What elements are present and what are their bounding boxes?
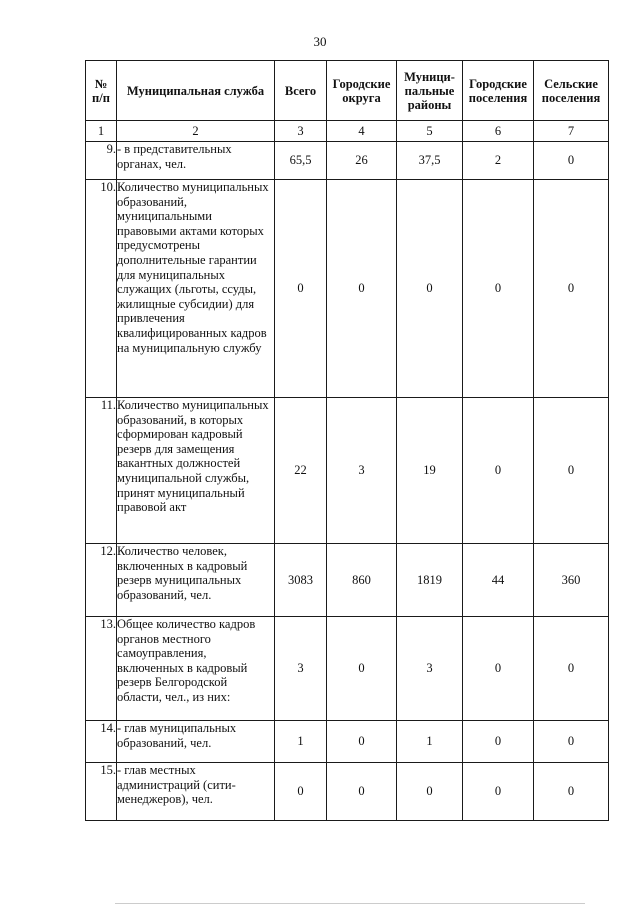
header-rural-settlements: Сельские поселения bbox=[534, 61, 609, 121]
municipal-districts-value: 1 bbox=[397, 721, 463, 763]
page-number: 30 bbox=[313, 34, 327, 49]
urban-settlements-value: 0 bbox=[463, 763, 534, 821]
rural-settlements-value: 360 bbox=[534, 544, 609, 617]
column-number: 5 bbox=[397, 121, 463, 142]
table-row bbox=[86, 763, 609, 821]
city-districts-value: 26 bbox=[327, 142, 397, 180]
row-description: Количество муниципальных образований, в которых сформирован кадровый резерв для замещения вакантных должностей муниципальной службы, принят муниципальный правовой акт bbox=[117, 398, 275, 544]
column-number: 1 bbox=[86, 121, 117, 142]
header-total: Всего bbox=[275, 61, 327, 121]
city-districts-value: 0 bbox=[327, 763, 397, 821]
city-districts-value: 860 bbox=[327, 544, 397, 617]
municipal-districts-value: 3 bbox=[397, 617, 463, 721]
column-number: 3 bbox=[275, 121, 327, 142]
municipal-districts-value: 0 bbox=[397, 180, 463, 398]
header-row bbox=[86, 61, 609, 121]
total-value: 65,5 bbox=[275, 142, 327, 180]
urban-settlements-value: 0 bbox=[463, 721, 534, 763]
table-row bbox=[86, 721, 609, 763]
rural-settlements-value: 0 bbox=[534, 142, 609, 180]
row-description: - в представительных органах, чел. bbox=[117, 142, 275, 180]
city-districts-value: 0 bbox=[327, 180, 397, 398]
row-number: 14. bbox=[86, 721, 117, 763]
city-districts-value: 0 bbox=[327, 721, 397, 763]
urban-settlements-value: 0 bbox=[463, 180, 534, 398]
row-number: 13. bbox=[86, 617, 117, 721]
header-municipal-districts: Муници- пальные районы bbox=[397, 61, 463, 121]
row-number: 11. bbox=[86, 398, 117, 544]
total-value: 22 bbox=[275, 398, 327, 544]
column-number: 7 bbox=[534, 121, 609, 142]
urban-settlements-value: 0 bbox=[463, 617, 534, 721]
urban-settlements-value: 0 bbox=[463, 398, 534, 544]
column-numbers-row bbox=[86, 121, 609, 142]
table-row bbox=[86, 142, 609, 180]
header-service: Муниципальная служба bbox=[117, 61, 275, 121]
urban-settlements-value: 44 bbox=[463, 544, 534, 617]
city-districts-value: 3 bbox=[327, 398, 397, 544]
total-value: 1 bbox=[275, 721, 327, 763]
row-description: - глав местных администраций (сити-менеджеров), чел. bbox=[117, 763, 275, 821]
column-number: 6 bbox=[463, 121, 534, 142]
total-value: 3 bbox=[275, 617, 327, 721]
rural-settlements-value: 0 bbox=[534, 617, 609, 721]
total-value: 3083 bbox=[275, 544, 327, 617]
header-num: № п/п bbox=[86, 61, 117, 121]
row-number: 10. bbox=[86, 180, 117, 398]
table-row bbox=[86, 180, 609, 398]
row-description: - глав муниципальных образований, чел. bbox=[117, 721, 275, 763]
table-row bbox=[86, 617, 609, 721]
header-urban-settlements: Городские поселения bbox=[463, 61, 534, 121]
rural-settlements-value: 0 bbox=[534, 763, 609, 821]
urban-settlements-value: 2 bbox=[463, 142, 534, 180]
rural-settlements-value: 0 bbox=[534, 180, 609, 398]
city-districts-value: 0 bbox=[327, 617, 397, 721]
rural-settlements-value: 0 bbox=[534, 398, 609, 544]
municipal-districts-value: 0 bbox=[397, 763, 463, 821]
row-number: 12. bbox=[86, 544, 117, 617]
table-row bbox=[86, 544, 609, 617]
row-number: 15. bbox=[86, 763, 117, 821]
header-city-districts: Городские округа bbox=[327, 61, 397, 121]
column-number: 4 bbox=[327, 121, 397, 142]
row-number: 9. bbox=[86, 142, 117, 180]
row-description: Общее количество кадров органов местного самоуправления, включенных в кадровый резерв Белгородской области, чел., из них: bbox=[117, 617, 275, 721]
municipal-districts-value: 19 bbox=[397, 398, 463, 544]
column-number: 2 bbox=[117, 121, 275, 142]
total-value: 0 bbox=[275, 180, 327, 398]
municipal-districts-value: 37,5 bbox=[397, 142, 463, 180]
rural-settlements-value: 0 bbox=[534, 721, 609, 763]
row-description: Количество человек, включенных в кадровый резерв муниципальных образований, чел. bbox=[117, 544, 275, 617]
municipal-service-table bbox=[85, 60, 609, 821]
municipal-districts-value: 1819 bbox=[397, 544, 463, 617]
row-description: Количество муниципальных образований, муниципальными правовыми актами которых предусмотрены дополнительные гарантии для муниципальных служащих (льготы, ссуды, жилищные субсидии) для привлечения квалифицированных кадров на муниципальную службу bbox=[117, 180, 275, 398]
total-value: 0 bbox=[275, 763, 327, 821]
page-bottom-edge bbox=[115, 903, 585, 904]
table-row bbox=[86, 398, 609, 544]
